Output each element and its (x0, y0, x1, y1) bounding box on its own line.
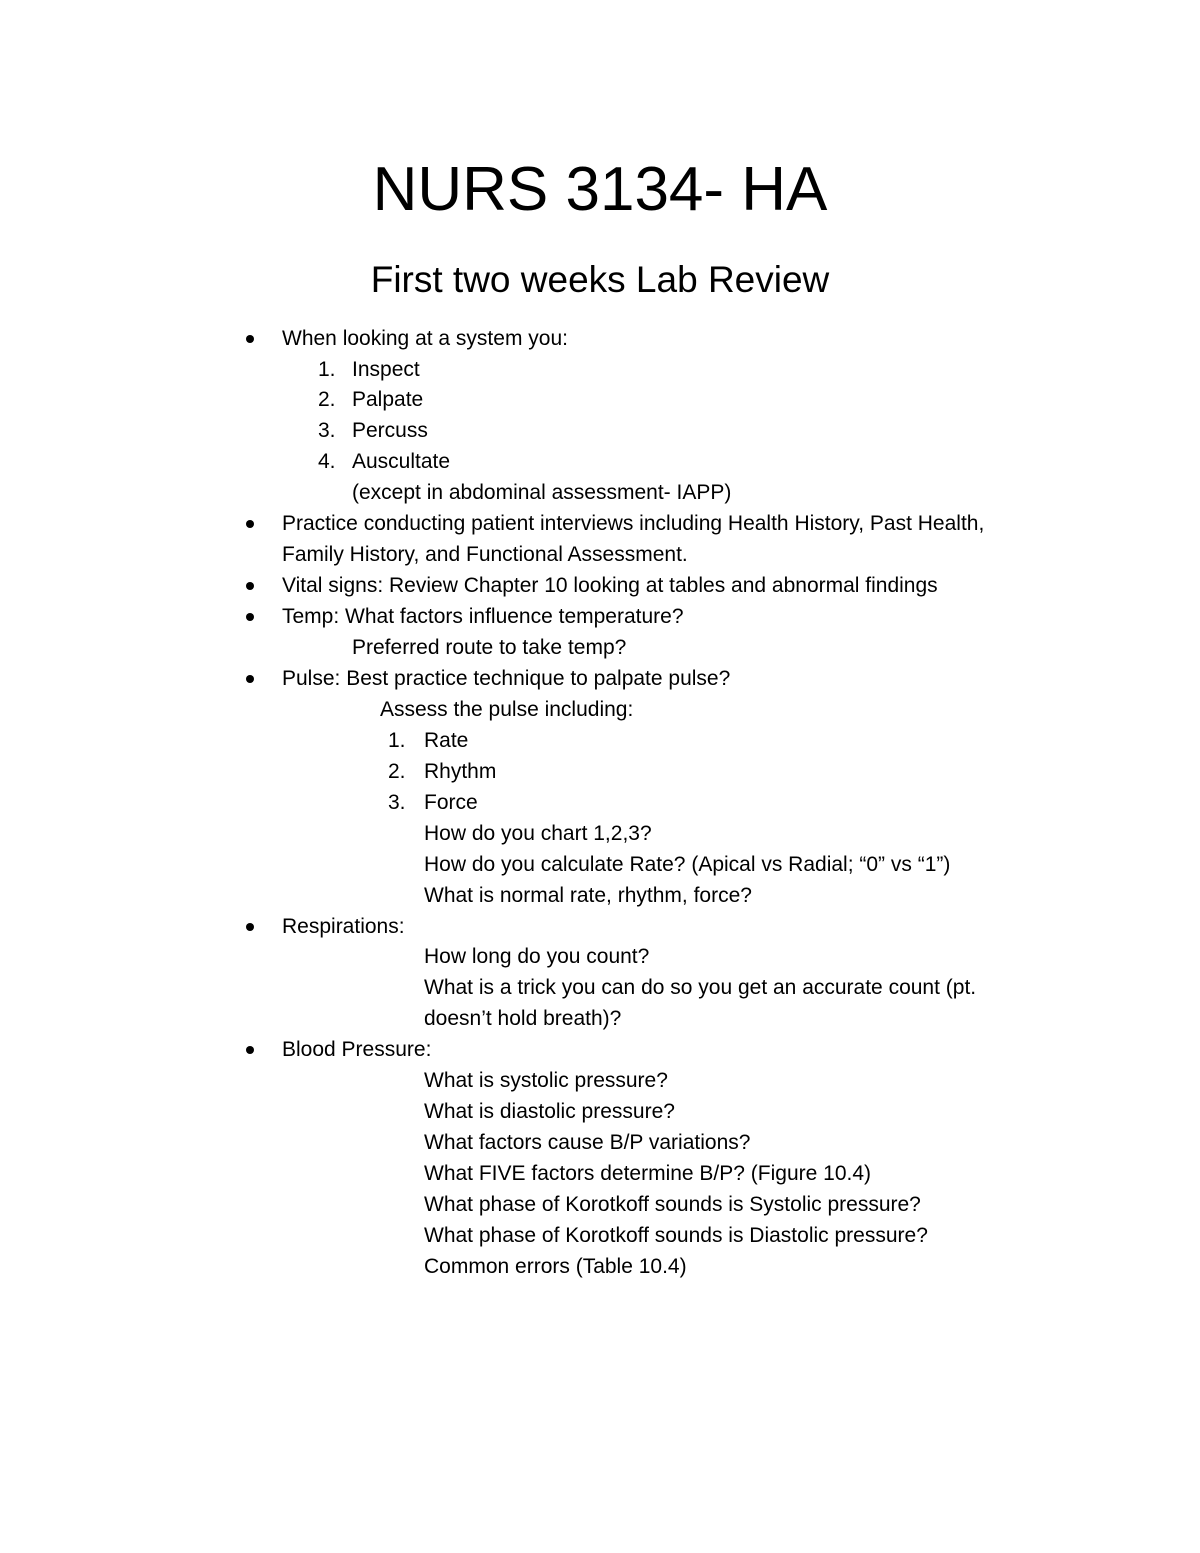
question-line: What is normal rate, rhythm, force? (424, 884, 752, 907)
list-note: (except in abdominal assessment- IAPP) (352, 481, 732, 504)
question-line: What is systolic pressure? (424, 1069, 668, 1092)
question-line: What is diastolic pressure? (424, 1100, 675, 1123)
bullet-icon (246, 923, 254, 931)
page-title: NURS 3134- HA (372, 155, 828, 224)
bullet-icon (246, 675, 254, 683)
step-text: Auscultate (352, 450, 451, 473)
bullet-icon (246, 1046, 254, 1054)
list-item: Blood Pressure: (282, 1038, 432, 1061)
step-number: 2. (388, 760, 406, 783)
step-number: 4. (318, 450, 336, 473)
step-text: Percuss (352, 419, 428, 442)
step-text: Palpate (352, 388, 424, 411)
page-subtitle: First two weeks Lab Review (370, 259, 830, 300)
question-line: What is a trick you can do so you get an accurate count (pt. (424, 976, 977, 999)
list-item: Temp: What factors influence temperature? (282, 605, 684, 628)
list-subitem: Assess the pulse including: (380, 698, 634, 721)
list-item: Vital signs: Review Chapter 10 looking at tables and abnormal findings (282, 574, 938, 597)
list-subitem: Preferred route to take temp? (352, 636, 627, 659)
step-number: 1. (388, 729, 406, 752)
list-item: Practice conducting patient interviews including Health History, Past Health, (282, 512, 985, 535)
step-text: Force (424, 791, 478, 814)
question-line: doesn’t hold breath)? (424, 1007, 622, 1030)
bullet-icon (246, 520, 254, 528)
list-item: Respirations: (282, 915, 405, 938)
step-text: Rhythm (424, 760, 497, 783)
step-text: Inspect (352, 358, 420, 381)
step-number: 3. (388, 791, 406, 814)
question-line: What phase of Korotkoff sounds is Diastolic pressure? (424, 1224, 928, 1247)
question-line: How do you chart 1,2,3? (424, 822, 652, 845)
bullet-icon (246, 613, 254, 621)
step-text: Rate (424, 729, 469, 752)
step-number: 1. (318, 358, 336, 381)
question-line: Common errors (Table 10.4) (424, 1255, 687, 1278)
list-item: When looking at a system you: (282, 327, 568, 350)
question-line: How long do you count? (424, 945, 650, 968)
list-item-continuation: Family History, and Functional Assessment. (282, 543, 688, 566)
step-number: 2. (318, 388, 336, 411)
step-number: 3. (318, 419, 336, 442)
question-line: How do you calculate Rate? (Apical vs Radial; “0” vs “1”) (424, 853, 951, 876)
question-line: What factors cause B/P variations? (424, 1131, 751, 1154)
list-item: Pulse: Best practice technique to palpate pulse? (282, 667, 731, 690)
question-line: What phase of Korotkoff sounds is Systolic pressure? (424, 1193, 921, 1216)
question-line: What FIVE factors determine B/P? (Figure 10.4) (424, 1162, 872, 1185)
bullet-icon (246, 582, 254, 590)
bullet-icon (246, 335, 254, 343)
